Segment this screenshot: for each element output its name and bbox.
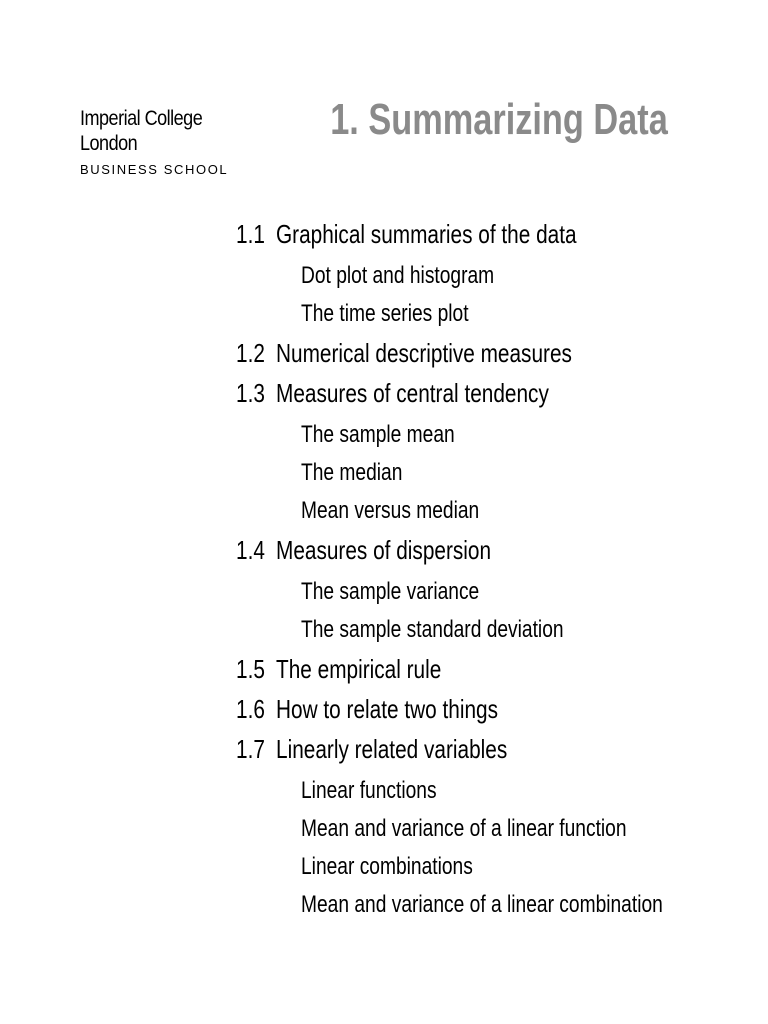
section-heading — [236, 729, 652, 769]
section-title: Measures of dispersion — [276, 535, 492, 565]
subsection-list — [236, 257, 756, 333]
section-heading — [236, 530, 652, 570]
section-number: 1.6 — [236, 694, 265, 724]
subsection-item: Mean and variance of a linear combination — [301, 891, 663, 918]
section-number: 1.5 — [236, 654, 265, 684]
subsection-item: The sample mean — [301, 421, 455, 448]
section-heading — [236, 333, 652, 373]
outline-list — [236, 214, 756, 924]
section-title: The empirical rule — [276, 654, 442, 684]
section-number: 1.2 — [236, 338, 265, 368]
section-1-7 — [236, 729, 756, 924]
section-title: Numerical descriptive measures — [276, 338, 572, 368]
subsection-item: Linear combinations — [301, 853, 473, 880]
section-heading — [236, 649, 652, 689]
subsection-item: Mean and variance of a linear function — [301, 815, 627, 842]
subsection-list — [236, 772, 756, 924]
subsection-item: Linear functions — [301, 777, 437, 804]
section-1-3 — [236, 373, 756, 530]
section-number: 1.4 — [236, 535, 265, 565]
subsection-item: The sample variance — [301, 578, 480, 605]
logo-line-1: Imperial College — [80, 107, 203, 130]
subsection-item: Mean versus median — [301, 497, 480, 524]
subsection-item: The sample standard deviation — [301, 616, 564, 643]
section-1-5 — [236, 649, 756, 689]
section-number: 1.3 — [236, 378, 265, 408]
subsection-item: Dot plot and histogram — [301, 262, 495, 289]
logo-school: BUSINESS SCHOOL — [80, 162, 229, 177]
section-title: Linearly related variables — [276, 734, 508, 764]
section-title: How to relate two things — [276, 694, 498, 724]
section-heading — [236, 689, 652, 729]
subsection-item: The time series plot — [301, 300, 469, 327]
section-1-1 — [236, 214, 756, 333]
imperial-college-logo — [80, 106, 280, 177]
subsection-list — [236, 573, 756, 649]
section-number: 1.1 — [236, 219, 265, 249]
section-1-2 — [236, 333, 756, 373]
section-number: 1.7 — [236, 734, 265, 764]
section-title: Measures of central tendency — [276, 378, 549, 408]
page-title: 1. Summarizing Data — [330, 95, 668, 144]
logo-line-2: London — [80, 132, 138, 155]
section-heading — [236, 373, 652, 413]
section-1-6 — [236, 689, 756, 729]
subsection-item: The median — [301, 459, 403, 486]
section-heading — [236, 214, 652, 254]
subsection-list — [236, 416, 756, 530]
section-1-4 — [236, 530, 756, 649]
section-title: Graphical summaries of the data — [276, 219, 577, 249]
